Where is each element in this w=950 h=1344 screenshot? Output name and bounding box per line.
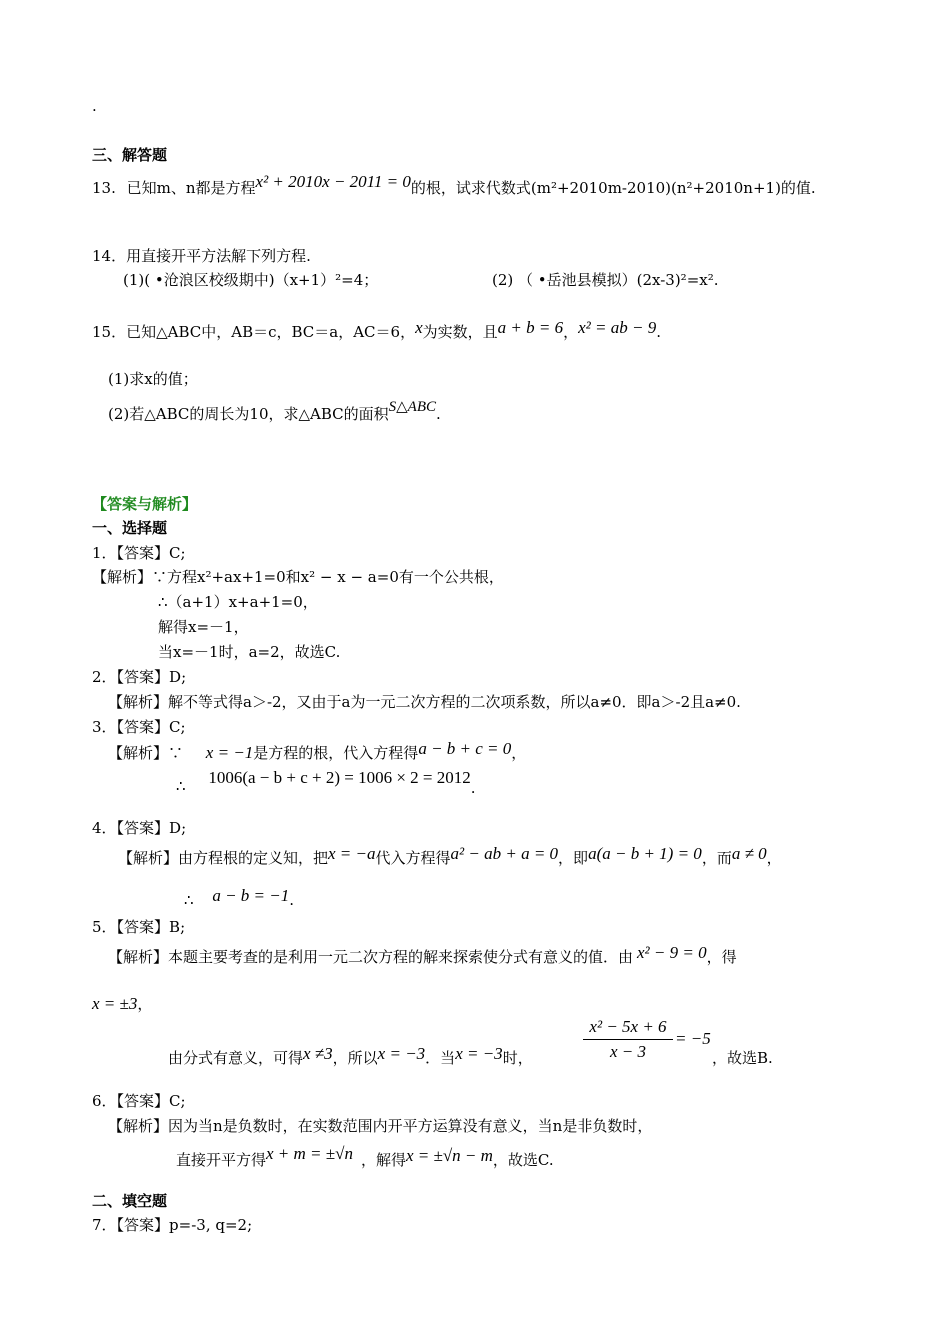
a3-label: 【解析】∵ bbox=[108, 744, 184, 762]
answer-5-analysis-2 bbox=[92, 994, 152, 1014]
q15-p2-text: (2)若△ABC的周长为10，求△ABC的面积 bbox=[108, 405, 389, 423]
answer-1: 1．【答案】C; bbox=[92, 544, 186, 562]
a5-eq5: x = −3 bbox=[455, 1044, 503, 1063]
q15-eq1: a + b = 6 bbox=[497, 318, 564, 337]
answer-1-analysis-4: 当x=－1时，a=2，故选C. bbox=[158, 643, 341, 661]
q15-eq2: x² = ab − 9 bbox=[578, 318, 657, 337]
question-15 bbox=[92, 318, 661, 342]
section-heading-choice: 一、选择题 bbox=[92, 519, 168, 537]
q13-number: 13. bbox=[92, 179, 116, 197]
answer-6-analysis-1: 【解析】因为当n是负数时，在实数范围内开平方运算没有意义，当n是非负数时， bbox=[108, 1117, 653, 1135]
section-heading-fill-blank: 二、填空题 bbox=[92, 1192, 168, 1210]
question-14: 14．用直接开平方法解下列方程. bbox=[92, 247, 311, 265]
a5-fraction bbox=[583, 1016, 673, 1063]
answer-1-analysis-1: 【解析】∵方程x²+ax+1=0和x² − x − a=0有一个公共根， bbox=[92, 568, 504, 586]
q13-text-pre: 已知m、n都是方程 bbox=[126, 179, 256, 197]
a3-end2: . bbox=[470, 779, 476, 797]
a6-eq1: x + m = ±√n bbox=[266, 1144, 353, 1163]
a4-eq1: x = −a bbox=[328, 844, 376, 863]
answer-5-analysis-1 bbox=[108, 943, 737, 967]
q15-end: . bbox=[656, 323, 661, 341]
q15-part-1: (1)求x的值； bbox=[108, 370, 198, 388]
a5-fraction-denominator: x − 3 bbox=[609, 1042, 647, 1061]
a3-mid: 是方程的根，代入方程得 bbox=[253, 744, 419, 762]
a4-end: ， bbox=[766, 849, 782, 867]
a5-fraction-numerator: x² − 5x + 6 bbox=[589, 1017, 667, 1036]
a3-end: ， bbox=[511, 744, 527, 762]
answer-4: 4．【答案】D; bbox=[92, 819, 187, 837]
a3-eq3: 1006(a − b + c + 2) = 1006 × 2 = 2012 bbox=[208, 768, 471, 787]
a3-therefore: ∴ bbox=[176, 777, 186, 795]
a5-l3b: ，所以 bbox=[332, 1049, 378, 1067]
top-dot: . bbox=[92, 97, 97, 115]
answer-3-analysis-2 bbox=[176, 768, 476, 797]
a4-eq4: a ≠ 0 bbox=[731, 844, 767, 863]
answer-7: 7．【答案】p=-3, q=2; bbox=[92, 1216, 253, 1234]
a5-l3a: 由分式有意义，可得 bbox=[168, 1049, 304, 1067]
a5-l3e: ，故选B. bbox=[712, 1049, 773, 1067]
answer-5-analysis-3 bbox=[168, 1044, 533, 1068]
answer-2-analysis: 【解析】解不等式得a＞-2，又由于a为一元二次方程的二次项系数，所以a≠0．即a＞-2且a≠0. bbox=[108, 693, 741, 711]
a4-mid2: ，即 bbox=[558, 849, 589, 867]
a4-eq3: a(a − b + 1) = 0 bbox=[588, 844, 702, 863]
q13-text-post: 的根，试求代数式(m²+2010m-2010)(n²+2010n+1)的值. bbox=[410, 179, 816, 197]
answer-4-analysis-1 bbox=[118, 844, 782, 868]
q15-p2-end: . bbox=[436, 405, 441, 423]
a5-eq2: x = ±3 bbox=[92, 994, 138, 1013]
answer-3: 3．【答案】C; bbox=[92, 718, 186, 736]
a4-eq2: a² − ab + a = 0 bbox=[450, 844, 559, 863]
a5-eq4: x = −3 bbox=[377, 1044, 426, 1063]
q14-part-2: (2) （ •岳池县模拟）(2x-3)²=x². bbox=[492, 271, 719, 289]
a3-eq1: x = −1 bbox=[205, 743, 254, 762]
a4-therefore: ∴ bbox=[184, 891, 194, 909]
a5-l3c: ．当 bbox=[425, 1049, 456, 1067]
q15-x: x bbox=[415, 318, 423, 337]
a5-fraction-bar bbox=[583, 1039, 673, 1040]
q13-equation: x² + 2010x − 2011 = 0 bbox=[255, 172, 411, 191]
a6-l2a: 直接开平方得 bbox=[176, 1151, 267, 1169]
answer-6-analysis-2 bbox=[176, 1144, 554, 1170]
section-heading-answer-questions: 三、解答题 bbox=[92, 146, 168, 164]
question-13 bbox=[92, 172, 816, 198]
answer-4-analysis-2 bbox=[184, 886, 295, 910]
answer-3-analysis-1 bbox=[108, 739, 527, 763]
a6-eq2: x = ±√n − m bbox=[405, 1146, 493, 1165]
q15-comma: ， bbox=[563, 323, 579, 341]
a5-fraction-rhs: = −5 bbox=[675, 1029, 711, 1048]
answer-2: 2．【答案】D; bbox=[92, 668, 187, 686]
a4-mid3: ，而 bbox=[701, 849, 732, 867]
a5-l2end: ， bbox=[137, 995, 153, 1013]
a6-l2b: ，解得 bbox=[360, 1151, 406, 1169]
q15-part-2 bbox=[108, 399, 441, 425]
a5-l3d: 时， bbox=[502, 1049, 533, 1067]
a5-eq1: x² − 9 = 0 bbox=[637, 943, 707, 962]
a3-eq2: a − b + c = 0 bbox=[418, 739, 512, 758]
q14-part-1: (1)( •沧浪区校级期中)（x+1）²=4； bbox=[123, 271, 379, 289]
a4-label: 【解析】由方程根的定义知，把 bbox=[118, 849, 329, 867]
answer-5: 5．【答案】B; bbox=[92, 918, 186, 936]
a4-end2: . bbox=[289, 891, 295, 909]
a4-eq5: a − b = −1 bbox=[212, 886, 290, 905]
a4-mid: 代入方程得 bbox=[375, 849, 451, 867]
a5-text: 【解析】本题主要考查的是利用一元二次方程的解来探索使分式有意义的值．由 bbox=[108, 948, 634, 966]
answer-1-analysis-3: 解得x=－1， bbox=[158, 618, 249, 636]
a6-l2c: ，故选C. bbox=[492, 1151, 554, 1169]
q15-area-symbol: S△ABC bbox=[388, 399, 437, 415]
answer-1-analysis-2: ∴（a+1）x+a+1=0， bbox=[158, 593, 318, 611]
a5-l1end: ，得 bbox=[706, 948, 737, 966]
answers-heading: 【答案与解析】 bbox=[92, 495, 198, 513]
q15-text-mid: 为实数，且 bbox=[422, 323, 498, 341]
answer-6: 6．【答案】C; bbox=[92, 1092, 186, 1110]
a5-eq3: x ≠3 bbox=[303, 1044, 333, 1063]
q15-text-pre: 15．已知△ABC中，AB＝c，BC＝a，AC＝6， bbox=[92, 323, 416, 341]
